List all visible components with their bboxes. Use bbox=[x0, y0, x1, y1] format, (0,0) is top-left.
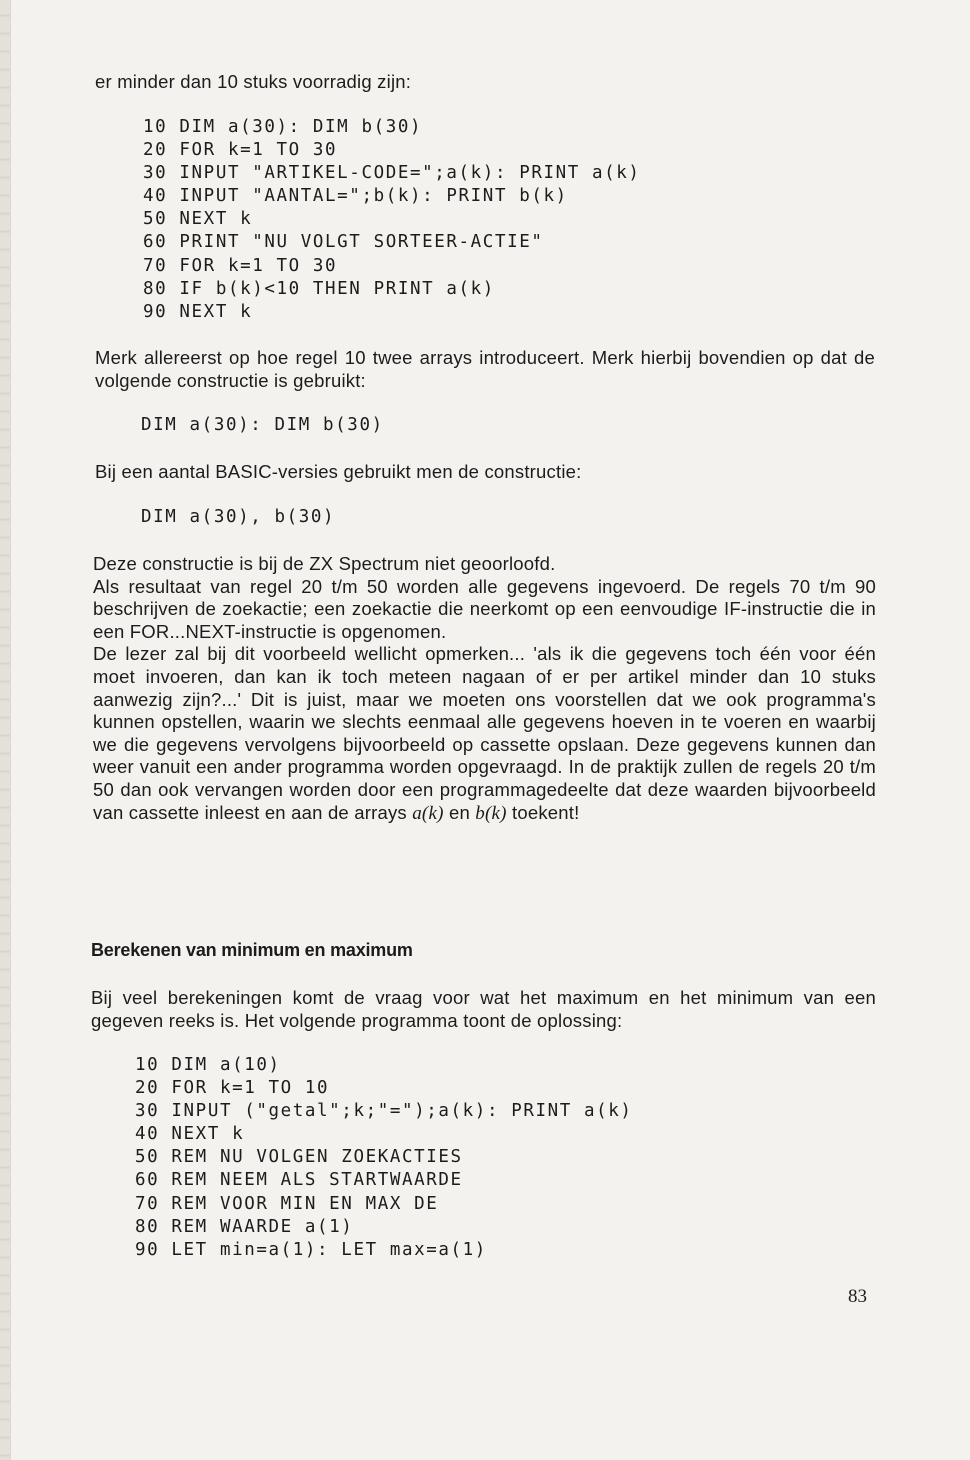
conjunction-en: en bbox=[448, 801, 470, 823]
paragraph-block-explanation bbox=[93, 553, 876, 825]
code-line: 50 NEXT k bbox=[143, 209, 253, 230]
variable-b-k: b(k) bbox=[475, 802, 507, 824]
code-line: 20 FOR k=1 TO 10 bbox=[135, 1078, 330, 1099]
code-line: DIM a(30): DIM b(30) bbox=[141, 415, 384, 435]
page-number: 83 bbox=[848, 1286, 867, 1307]
code-line: 20 FOR k=1 TO 30 bbox=[143, 140, 338, 161]
code-line: 80 REM WAARDE a(1) bbox=[135, 1216, 354, 1237]
code-line: 80 IF b(k)<10 THEN PRINT a(k) bbox=[143, 278, 495, 299]
intro-text bbox=[95, 71, 875, 94]
code-line: 90 LET min=a(1): LET max=a(1) bbox=[135, 1239, 487, 1260]
code-line: 70 FOR k=1 TO 30 bbox=[143, 255, 338, 276]
section-heading: Berekenen van minimum en maximum bbox=[91, 940, 413, 960]
paragraph-lezer bbox=[93, 643, 876, 825]
paragraph-resultaat: Als resultaat van regel 20 t/m 50 worden alle gegevens ingevoerd. De regels 70 t/m 90 beschrijven de zoekactie; een zoekactie die neerkomt op een eenvoudige IF-instructie die in een FOR...NEXT-instructie is opgenomen. bbox=[93, 575, 876, 642]
paragraph-basic bbox=[95, 461, 875, 484]
code-line: 10 DIM a(10) bbox=[135, 1055, 281, 1075]
code-line: 30 INPUT "ARTIKEL-CODE=";a(k): PRINT a(k) bbox=[143, 163, 641, 184]
paragraph-minmax bbox=[91, 987, 876, 1032]
program-listing-inventory bbox=[143, 116, 641, 324]
code-line: 90 NEXT k bbox=[143, 301, 253, 322]
code-dim-combined bbox=[141, 506, 335, 529]
paragraph-constructie: Deze constructie is bij de ZX Spectrum niet geoorloofd. bbox=[93, 553, 556, 574]
paragraph-merk bbox=[95, 347, 875, 392]
code-dim-separate bbox=[141, 414, 384, 437]
program-listing-minmax bbox=[135, 1054, 633, 1262]
code-line: 60 REM NEEM ALS STARTWAARDE bbox=[135, 1170, 463, 1191]
paragraph-lezer-text: De lezer zal bij dit voorbeeld wellicht opmerken... 'als ik die gegevens toch één voor één moet invoeren, dan kan ik toch meteen nagaan of er per artikel minder dan 10 stuks aanwezig zijn?...' Dit is juist, maar we moeten ons voorstellen dat we ook programma's kunnen opstellen, waarin we slechts eenmaal alle gegevens hoeven in te voeren en waarbij we die gegevens vervolgens bijvoorbeeld op cassette opslaan. Deze gegevens kunnen dan weer vanuit een ander programma worden opgevraagd. In de praktijk zullen de regels 20 t/m 50 dan ook vervangen worden door een programmagedeelte dat deze waarden bijvoorbeeld van cassette inleest en aan de arrays bbox=[93, 643, 876, 823]
code-line: 60 PRINT "NU VOLGT SORTEER-ACTIE" bbox=[143, 232, 544, 253]
paragraph-basic-text: Bij een aantal BASIC-versies gebruikt men de constructie: bbox=[95, 461, 582, 482]
code-line: DIM a(30), b(30) bbox=[141, 507, 336, 527]
code-line: 50 REM NU VOLGEN ZOEKACTIES bbox=[135, 1147, 463, 1168]
paragraph-merk-text: Merk allereerst op hoe regel 10 twee arrays introduceert. Merk hierbij bovendien op dat de volgende constructie is gebruikt: bbox=[95, 347, 875, 391]
code-line: 70 REM VOOR MIN EN MAX DE bbox=[135, 1193, 439, 1214]
code-line: 40 NEXT k bbox=[135, 1124, 245, 1145]
variable-a-k: a(k) bbox=[412, 802, 444, 824]
code-line: 30 INPUT ("getal";k;"=");a(k): PRINT a(k) bbox=[135, 1101, 633, 1122]
paragraph-minmax-text: Bij veel berekeningen komt de vraag voor wat het maximum en het minimum van een gegeven reeks is. Het volgende programma toont de oplossing: bbox=[91, 987, 876, 1031]
code-line: 40 INPUT "AANTAL=";b(k): PRINT b(k) bbox=[143, 186, 568, 207]
code-line: 10 DIM a(30): DIM b(30) bbox=[143, 117, 423, 137]
paragraph-lezer-end: toekent! bbox=[512, 801, 580, 823]
intro-line: er minder dan 10 stuks voorradig zijn: bbox=[95, 71, 412, 92]
